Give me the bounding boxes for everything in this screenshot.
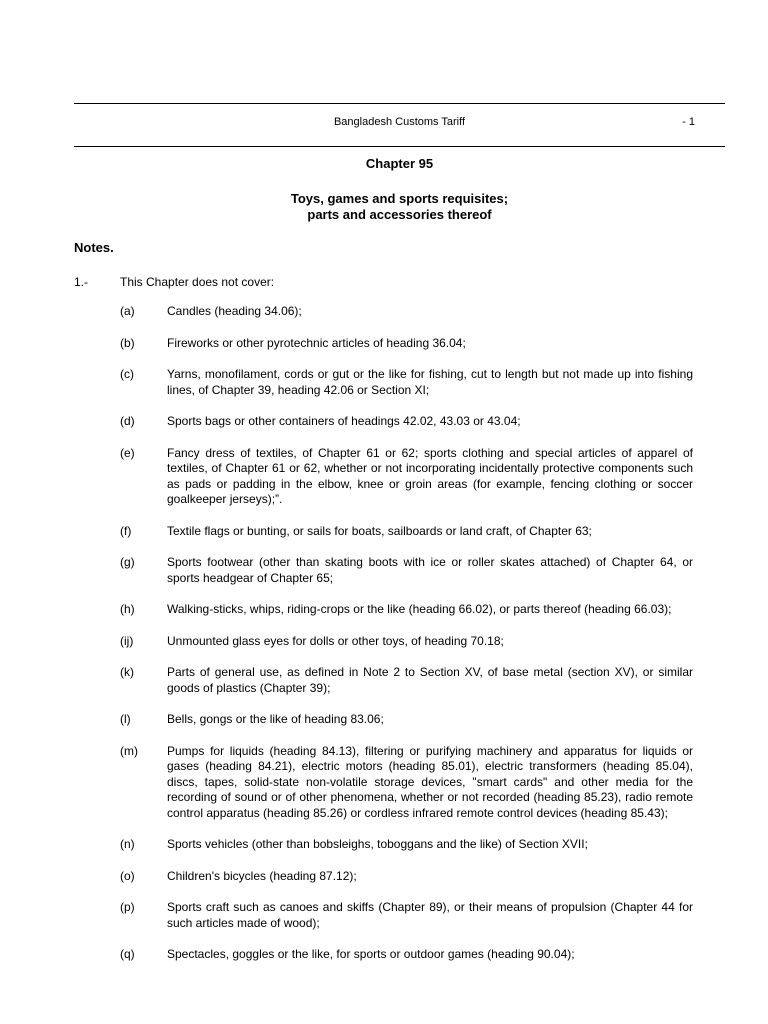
header-top-rule <box>74 103 725 104</box>
list-item <box>120 304 693 320</box>
list-item <box>120 446 693 508</box>
list-item <box>120 665 693 696</box>
header-bottom-rule <box>74 146 725 147</box>
item-label: (k) <box>120 665 134 679</box>
note-items-list <box>120 304 693 979</box>
note-intro: This Chapter does not cover: <box>120 275 275 289</box>
item-label: (c) <box>120 367 134 381</box>
item-label: (p) <box>120 900 135 914</box>
item-text: Walking-sticks, whips, riding-crops or the like (heading 66.02), or parts thereof (heading 66.03); <box>167 602 672 616</box>
item-text: Parts of general use, as defined in Note 2 to Section XV, of base metal (section XV), or similar goods of plastics (Chapter 39); <box>167 665 693 695</box>
item-label: (o) <box>120 868 135 883</box>
item-text: Candles (heading 34.06); <box>167 304 302 318</box>
item-text: Sports footwear (other than skating boots with ice or roller skates attached) of Chapter 64, or sports headgear of Chapter 65; <box>167 555 693 585</box>
list-item <box>120 837 693 853</box>
item-text: Sports craft such as canoes and skiffs (Chapter 89), or their means of propulsion (Chapter 44 for such articles made of wood); <box>167 900 693 930</box>
item-text: Fancy dress of textiles, of Chapter 61 or 62; sports clothing and special articles of apparel of textiles, of Chapter 61 or 62, whether or not incorporating incidentally protective components such as pads or padding in the elbow, knee or groin areas (for example, fencing clothing or soccer goalkeeper jerseys);”. <box>167 445 693 506</box>
item-label: (g) <box>120 555 135 569</box>
item-text: Children's bicycles (heading 87.12); <box>167 868 357 883</box>
item-text: Bells, gongs or the like of heading 83.06; <box>167 712 384 726</box>
list-item <box>120 900 693 931</box>
chapter-title-line-2: parts and accessories thereof <box>307 207 492 222</box>
item-text: Pumps for liquids (heading 84.13), filtering or purifying machinery and apparatus for liquids or gases (heading 84.21), electric motors (heading 85.01), electric transformers (heading 85.04), discs, tapes, solid-state non-volatile storage devices, "smart cards" and other media for the recording of sound or of other phenomena, whether or not recorded (heading 85.23), radio remote control apparatus (heading 85.26) or cordless infrared remote control devices (heading 85.43); <box>167 743 693 820</box>
item-text: Yarns, monofilament, cords or gut or the like for fishing, cut to length but not made up into fishing lines, of Chapter 39, heading 42.06 or Section XI; <box>167 367 693 397</box>
list-item <box>120 555 693 586</box>
list-item <box>120 744 693 822</box>
running-header <box>74 116 725 132</box>
item-label: (ij) <box>120 633 134 648</box>
item-label: (a) <box>120 304 135 318</box>
list-item <box>120 336 693 352</box>
item-label: (l) <box>120 712 131 726</box>
item-label: (q) <box>120 947 135 961</box>
item-label: (e) <box>120 445 135 460</box>
chapter-number: Chapter 95 <box>365 156 434 171</box>
item-text: Fireworks or other pyrotechnic articles of heading 36.04; <box>167 335 466 350</box>
list-item <box>120 367 693 398</box>
item-label: (n) <box>120 837 135 851</box>
list-item <box>120 947 693 963</box>
item-label: (h) <box>120 602 135 616</box>
item-text: Unmounted glass eyes for dolls or other toys, of heading 70.18; <box>167 633 504 648</box>
notes-heading: Notes. <box>74 240 114 255</box>
page-number: - 1 <box>682 116 695 128</box>
item-text: Sports vehicles (other than bobsleighs, toboggans and the like) of Section XVII; <box>167 837 588 851</box>
list-item <box>120 634 693 650</box>
note-number: 1.- <box>74 275 89 289</box>
item-text: Spectacles, goggles or the like, for sports or outdoor games (heading 90.04); <box>167 947 575 961</box>
item-label: (b) <box>120 335 135 350</box>
item-label: (f) <box>120 523 132 538</box>
list-item <box>120 414 693 430</box>
chapter-title <box>74 191 725 223</box>
list-item <box>120 602 693 618</box>
running-header-title: Bangladesh Customs Tariff <box>333 116 466 128</box>
item-label: (m) <box>120 743 138 758</box>
list-item <box>120 869 693 885</box>
item-label: (d) <box>120 414 135 428</box>
list-item <box>120 524 693 540</box>
item-text: Textile flags or bunting, or sails for boats, sailboards or land craft, of Chapter 63; <box>167 523 592 538</box>
chapter-title-line-1: Toys, games and sports requisites; <box>290 191 509 206</box>
list-item <box>120 712 693 728</box>
item-text: Sports bags or other containers of headings 42.02, 43.03 or 43.04; <box>167 414 521 428</box>
